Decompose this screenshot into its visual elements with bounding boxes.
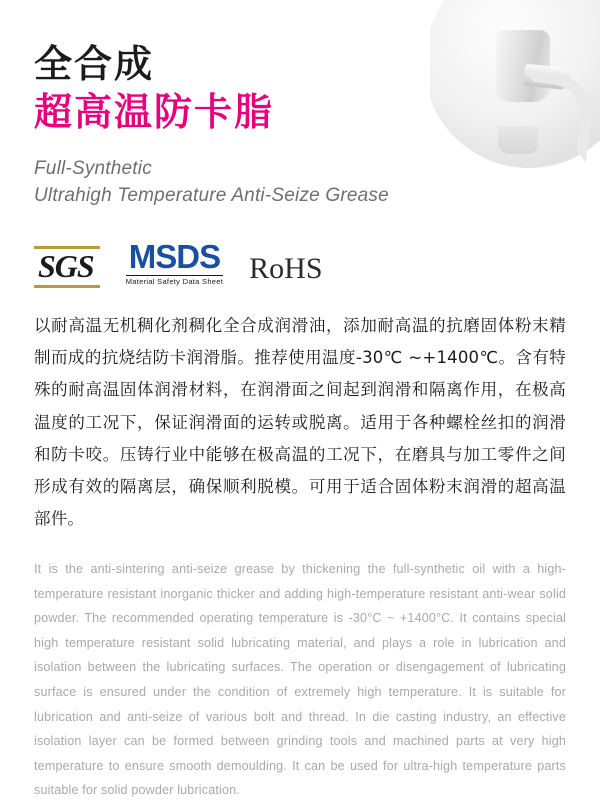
page-subtitle-en-line2: Ultrahigh Temperature Anti-Seize Grease: [34, 185, 389, 207]
certification-sgs: [34, 246, 100, 289]
title-block: [34, 0, 566, 210]
msds-logo-text: MSDS: [128, 238, 221, 276]
page-title-cn-secondary: 超高温防卡脂: [34, 90, 275, 135]
description-en: It is the anti-sintering anti-seize grease by thickening the full-synthetic oil with a high-temperature resistant inorganic thicker and adding high-temperature resistant anti-wear solid powder. The recommended operating temperature is -30°C ~ +1400°C. It contains special high temperature resistant solid lubricating material, and plays a role in lubrication and isolation between the lubricating surfaces. The operation or disengagement of lubricating surface is ensured under the condition of extremely high temperature. It is suitable for lubrication and anti-seize of various bolt and thread. In die casting industry, an effective isolation layer can be formed between grinding tools and machined parts at very high temperature to ensure smooth demoulding. It can be used for ultra-high temperature parts suitable for solid powder lubrication.: [34, 562, 566, 798]
page-subtitle-en-line1: Full-Synthetic: [34, 158, 152, 180]
sgs-logo-text: SGS: [34, 246, 100, 289]
certification-rohs: [249, 254, 322, 288]
msds-logo-subtext: Material Safety Data Sheet: [125, 277, 224, 287]
page-title-cn-primary: 全合成: [34, 42, 155, 86]
page-subtitle-en: [34, 156, 566, 210]
rohs-logo-text: RoHS: [249, 252, 323, 286]
certification-msds: [126, 240, 223, 286]
description-cn: 以耐高温无机稠化剂稠化全合成润滑油，添加耐高温的抗磨固体粉末精制而成的抗烧结防卡润滑脂。推荐使用温度-30℃ ~+1400℃。含有特殊的耐高温固体润滑材料，在润滑面之间起到润滑和隔离作用，在极高温度的工况下，保证润滑面的运转或脱离。适用于各种螺栓丝扣的润滑和防卡咬。压铸行业中能够在极高温的工况下，在磨具与加工零件之间形成有效的隔离层，确保顺利脱模。可用于适合固体粉末润滑的超高温部件。: [34, 316, 566, 529]
certification-logos: [34, 236, 566, 288]
